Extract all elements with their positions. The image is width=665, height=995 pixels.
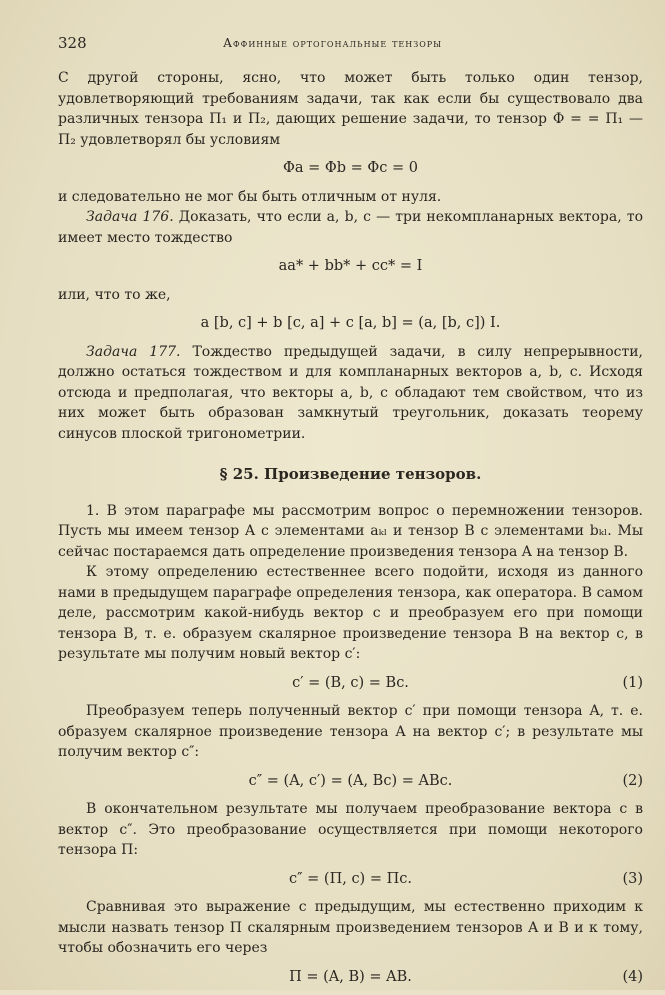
page-header: [0, 34, 665, 56]
paragraph: 1. В этом параграфе мы рассмотрим вопрос о перемножении тензоров. Пусть мы имеем тензор A с элементами aₖₗ и тензор B с элементами bₖₗ. Мы сейчас постараемся дать определение произведения тензора A на тензор B.: [58, 502, 643, 560]
paragraph: Сравнивая это выражение с предыдущим, мы естественно приходим к мысли назвать тензор Π скалярным произведением тензоров A и B и к тому, чтобы обозначить его через: [58, 899, 643, 956]
paragraph: С другой стороны, ясно, что может быть только один тензор, удовлетворяющий требованиям задачи, так как если бы существовало два различных тензора Π₁ и Π₂, дающих решение задачи, то тензор Φ = = Π₁ — Π₂ удовлетворял бы условиям: [58, 70, 643, 148]
formula: [58, 771, 643, 792]
page-number: 328: [58, 34, 87, 52]
problem-label: Задача 177.: [86, 343, 181, 360]
equation-number: (3): [622, 870, 643, 887]
paragraph: или, что то же,: [58, 286, 171, 303]
problem-text: Тождество предыдущей задачи, в силу непрерывности, должно остаться тождеством и для компланарных векторов a, b, c. Исходя отсюда и предполагая, что векторы a, b, c обладают тем свойством, что из них может быть образован замкнутый треугольник, доказать теорему синусов плоской тригонометрии.: [58, 343, 643, 442]
formula: [58, 869, 643, 890]
formula: [58, 673, 643, 694]
equation-number: (4): [622, 968, 643, 985]
formula: [58, 313, 643, 334]
paragraph: и следовательно не мог бы быть отличным от нуля.: [58, 188, 442, 205]
paragraph: Преобразуем теперь полученный вектор c′ при помощи тензора A, т. е. образуем скалярное произведение тензора A на вектор c′; в результате мы получим вектор c″:: [58, 703, 643, 760]
paragraph: В окончательном результате мы получаем преобразование вектора c в вектор c″. Это преобразование осуществляется при помощи некоторого тензора Π:: [58, 801, 643, 858]
formula: [58, 158, 643, 179]
paragraph: К этому определению естественнее всего подойти, исходя из данного нами в предыдущем параграфе определения тензора, как оператора. В самом деле, рассмотрим какой-нибудь вектор c и преобразуем его при помощи тензора B, т. е. образуем скалярное произведение тензора B на вектор c, в результате мы получим новый вектор c′:: [58, 564, 643, 662]
problem-paragraph: [58, 207, 643, 248]
formula-expression: Π = (A, B) = AB.: [289, 968, 412, 985]
formula-expression: a [b, c] + b [c, a] + c [a, b] = (a, [b, c]) I.: [200, 315, 501, 331]
problem-label: Задача 176.: [86, 209, 174, 225]
formula-expression: c″ = (A, c′) = (A, Bc) = ABc.: [248, 772, 453, 789]
formula-expression: c′ = (B, c) = Bc.: [292, 674, 409, 691]
section-title: § 25. Произведение тензоров.: [219, 465, 482, 483]
formula-expression: c″ = (Π, c) = Πc.: [289, 870, 412, 887]
equation-number: (2): [622, 772, 643, 789]
problem-text: Доказать, что если a, b, c — три некомпланарных вектора, то имеет место тождество: [58, 209, 643, 246]
equation-number: (1): [622, 674, 643, 691]
formula-expression: aa* + bb* + cc* = I: [278, 258, 423, 274]
formula: [58, 256, 643, 277]
problem-paragraph: [58, 342, 643, 445]
formula-expression: Φa = Φb = Φc = 0: [282, 160, 419, 176]
formula: [58, 967, 643, 988]
page-body: [58, 68, 643, 995]
running-title: Аффинные ортогональные тензоры: [222, 36, 443, 50]
